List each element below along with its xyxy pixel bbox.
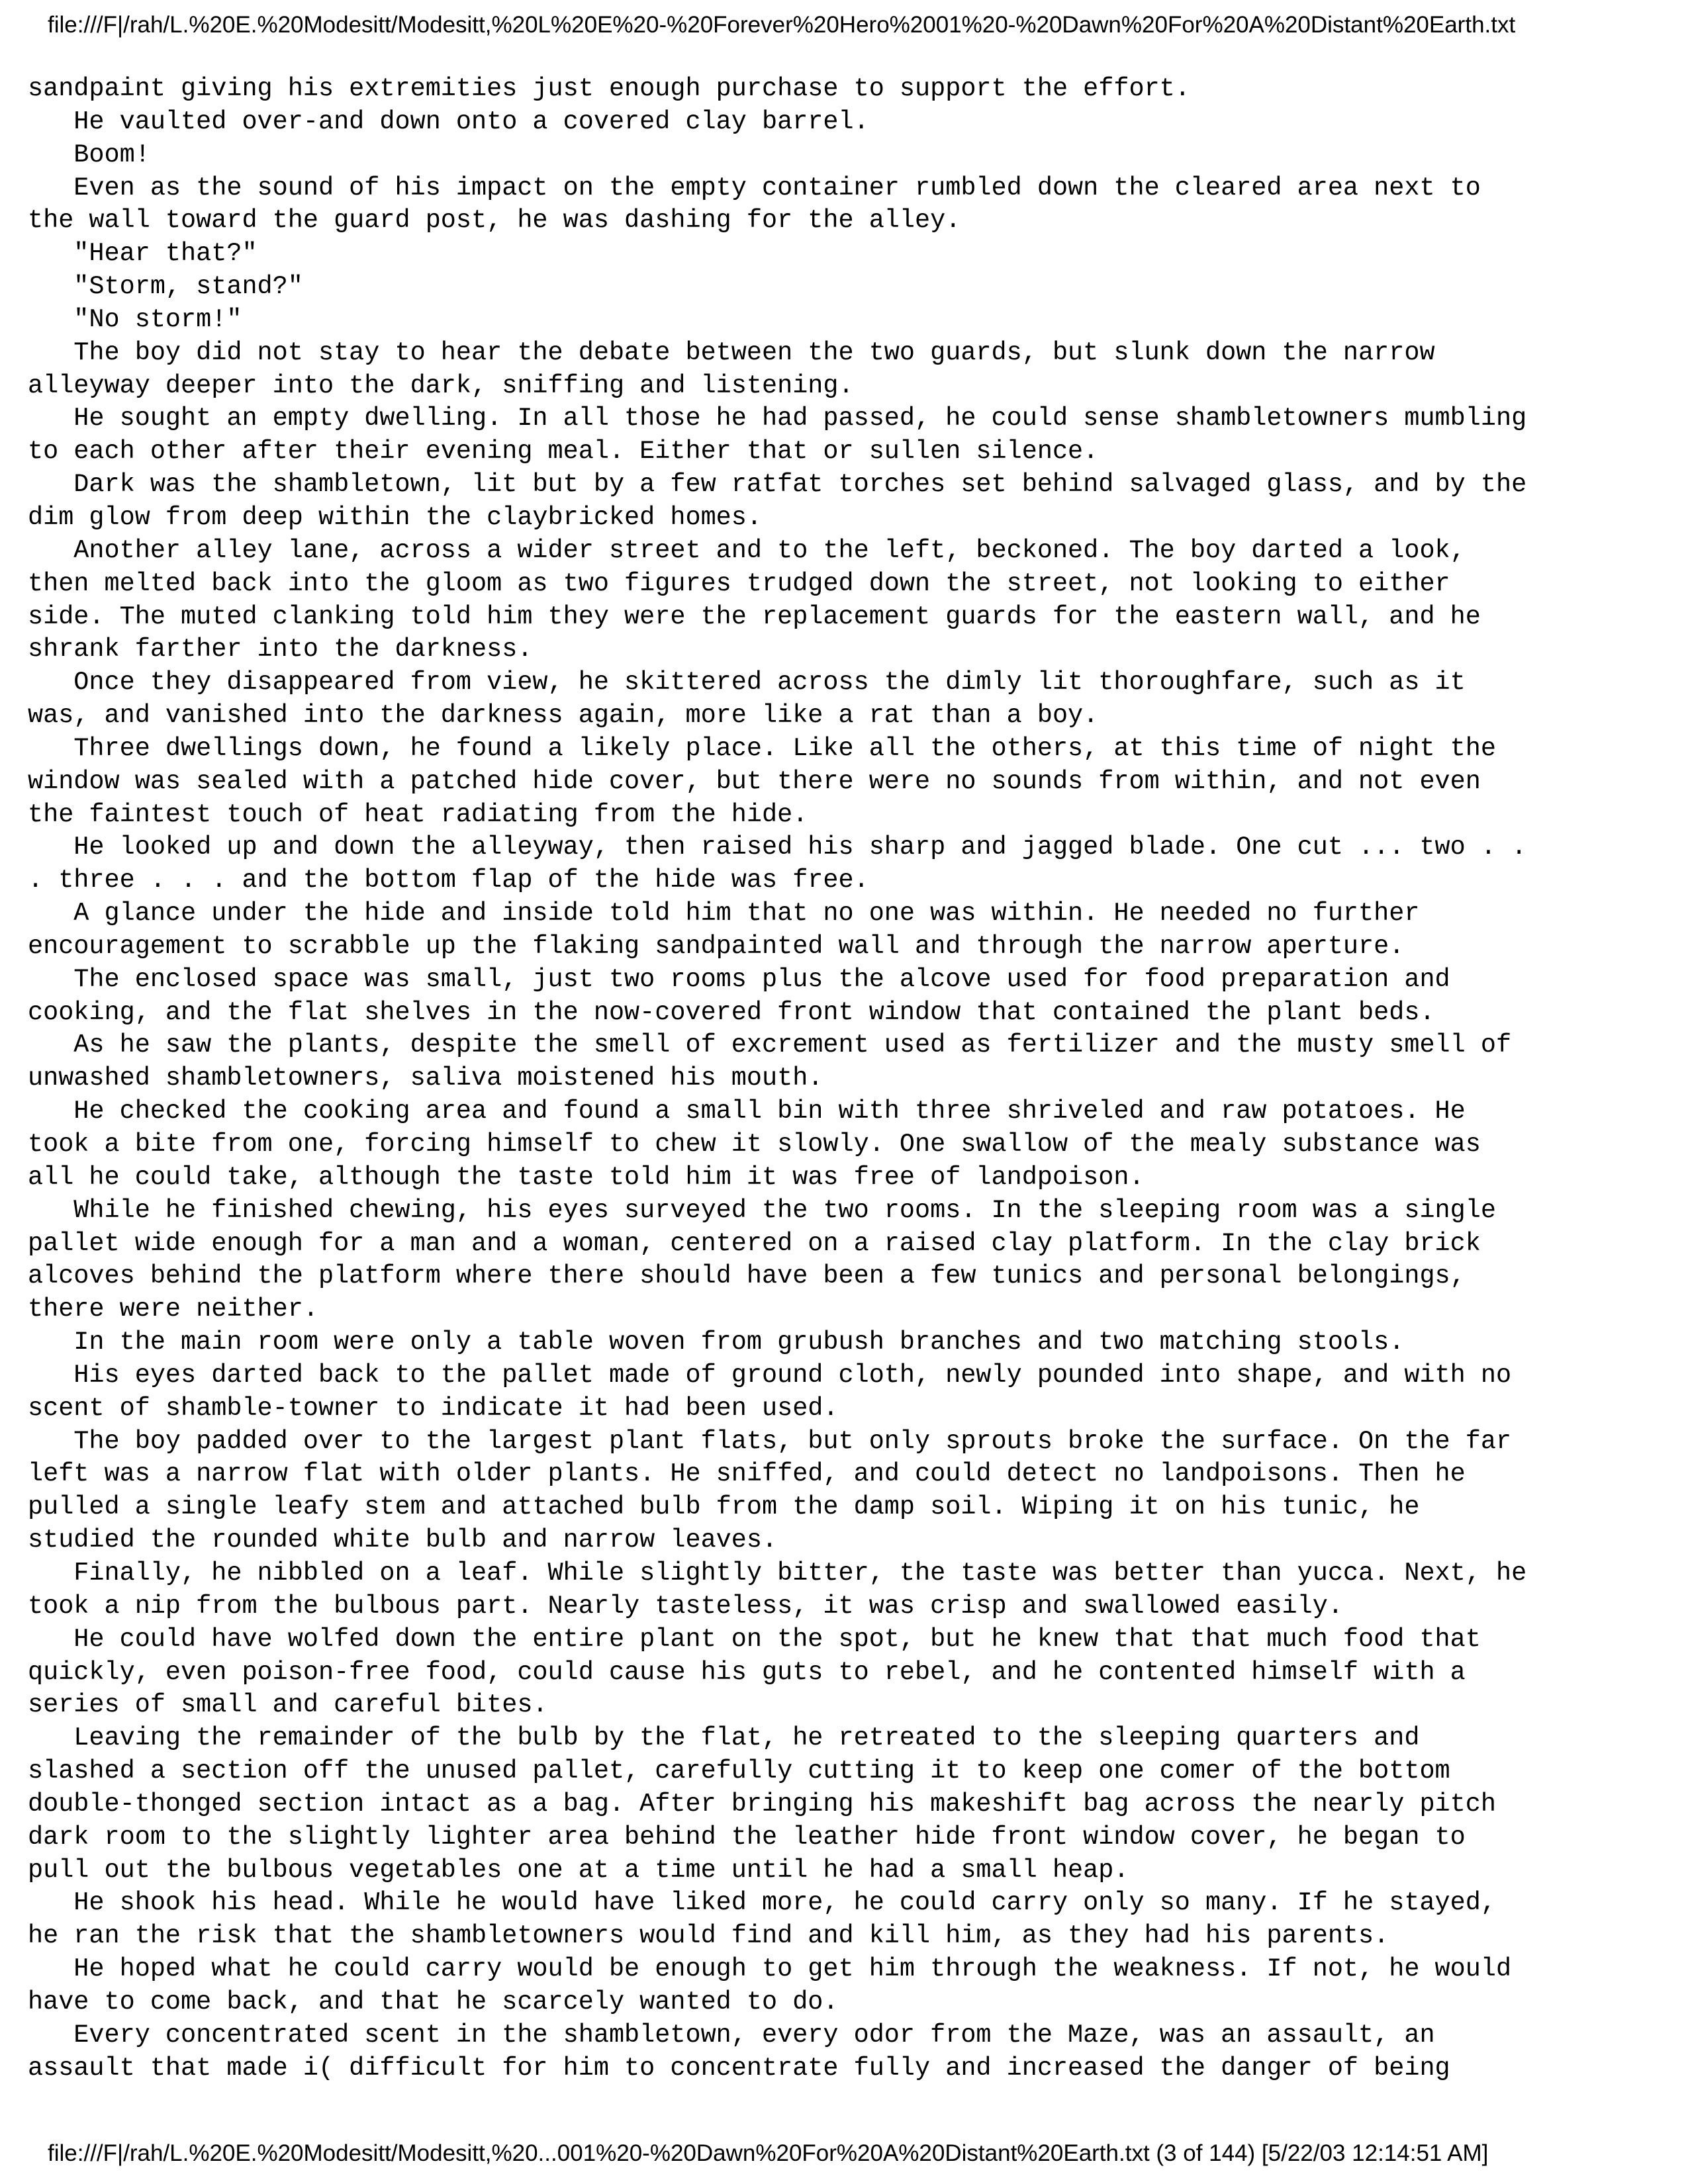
text-line: Even as the sound of his impact on the empty container rumbled down the cleared area next to [28, 173, 1481, 203]
text-line: alleyway deeper into the dark, sniffing and listening. [28, 371, 854, 400]
text-line: studied the rounded white bulb and narrow leaves. [28, 1525, 778, 1555]
text-line: window was sealed with a patched hide cover, but there were no sounds from within, and not even [28, 766, 1481, 796]
text-line: Three dwellings down, he found a likely place. Like all the others, at this time of night the [28, 733, 1496, 763]
text-line: have to come back, and that he scarcely wanted to do. [28, 1987, 839, 2017]
text-line: The enclosed space was small, just two rooms plus the alcove used for food preparation and [28, 964, 1450, 994]
footer-file-path-page-info: file:///F|/rah/L.%20E.%20Modesitt/Modesitt,%20...001%20-%20Dawn%20For%20A%20Distant%20Earth.txt (3 of 144) [5/22/03 12:14:51 AM] [48, 2140, 1489, 2166]
text-line: the faintest touch of heat radiating from the hide. [28, 799, 808, 829]
text-line: dim glow from deep within the claybricked homes. [28, 502, 762, 532]
text-line: pallet wide enough for a man and a woman, centered on a raised clay platform. In the clay brick [28, 1228, 1481, 1258]
text-line: assault that made i( difficult for him to concentrate fully and increased the danger of being [28, 2053, 1450, 2083]
text-line: scent of shamble-towner to indicate it had been used. [28, 1393, 839, 1423]
text-line: Dark was the shambletown, lit but by a few ratfat torches set behind salvaged glass, and by the [28, 470, 1527, 500]
text-line: all he could take, although the taste told him it was free of landpoison. [28, 1162, 1145, 1192]
text-line: The boy did not stay to hear the debate between the two guards, but slunk down the narrow [28, 338, 1435, 367]
text-line: Another alley lane, across a wider street and to the left, beckoned. The boy darted a look, [28, 535, 1466, 565]
text-line: took a bite from one, forcing himself to chew it slowly. One swallow of the mealy substance was [28, 1130, 1481, 1159]
text-line: encouragement to scrabble up the flaking sandpainted wall and through the narrow aperture. [28, 931, 1405, 961]
text-line: pull out the bulbous vegetables one at a time until he had a small heap. [28, 1855, 1129, 1885]
text-line: As he saw the plants, despite the smell of excrement used as fertilizer and the musty smell of [28, 1030, 1512, 1060]
text-line: In the main room were only a table woven from grubush branches and two matching stools. [28, 1328, 1405, 1357]
text-line: the wall toward the guard post, he was dashing for the alley. [28, 206, 961, 236]
text-line: Finally, he nibbled on a leaf. While slightly bitter, the taste was better than yucca. Next, he [28, 1558, 1527, 1588]
text-line: there were neither. [28, 1295, 318, 1324]
text-line: then melted back into the gloom as two figures trudged down the street, not looking to either [28, 569, 1450, 598]
text-line: series of small and careful bites. [28, 1690, 548, 1720]
text-line: Boom! [28, 140, 150, 169]
text-line: "Hear that?" [28, 239, 258, 269]
text-line: sandpaint giving his extremities just enough purchase to support the effort. [28, 74, 1190, 103]
text-line: The boy padded over to the largest plant flats, but only sprouts broke the surface. On the far [28, 1426, 1512, 1456]
text-line: took a nip from the bulbous part. Nearly tasteless, it was crisp and swallowed easily. [28, 1591, 1343, 1621]
text-line: Leaving the remainder of the bulb by the flat, he retreated to the sleeping quarters and [28, 1723, 1420, 1753]
text-line: to each other after their evening meal. Either that or sullen silence. [28, 437, 1099, 467]
text-line: While he finished chewing, his eyes surveyed the two rooms. In the sleeping room was a single [28, 1195, 1496, 1225]
text-line: He vaulted over-and down onto a covered clay barrel. [28, 107, 869, 136]
text-line: he ran the risk that the shambletowners would find and kill him, as they had his parents. [28, 1921, 1389, 1951]
text-line: He could have wolfed down the entire plant on the spot, but he knew that that much food that [28, 1624, 1481, 1654]
text-line: He looked up and down the alleyway, then raised his sharp and jagged blade. One cut ... two . . [28, 833, 1527, 862]
text-line: left was a narrow flat with older plants. He sniffed, and could detect no landpoisons. Then he [28, 1459, 1466, 1489]
text-line: "No storm!" [28, 304, 242, 334]
text-line: He shook his head. While he would have liked more, he could carry only so many. If he stayed, [28, 1888, 1496, 1918]
text-line: slashed a section off the unused pallet, carefully cutting it to keep one comer of the bottom [28, 1756, 1450, 1786]
header-file-path: file:///F|/rah/L.%20E.%20Modesitt/Modesitt,%20L%20E%20-%20Forever%20Hero%2001%20-%20Dawn%20For%20A%20Distant%20Earth.txt [48, 12, 1516, 38]
text-line: Every concentrated scent in the shambletown, every odor from the Maze, was an assault, an [28, 2020, 1435, 2050]
text-line: He checked the cooking area and found a small bin with three shriveled and raw potatoes. He [28, 1097, 1466, 1126]
text-line: cooking, and the flat shelves in the now-covered front window that contained the plant beds. [28, 997, 1435, 1027]
text-line: quickly, even poison-free food, could cause his guts to rebel, and he contented himself with a [28, 1657, 1466, 1687]
text-line: He hoped what he could carry would be enough to get him through the weakness. If not, he would [28, 1954, 1512, 1984]
text-line: He sought an empty dwelling. In all those he had passed, he could sense shambletowners mumbling [28, 404, 1527, 433]
text-line: was, and vanished into the darkness again, more like a rat than a boy. [28, 701, 1099, 731]
text-line: His eyes darted back to the pallet made of ground cloth, newly pounded into shape, and with no [28, 1360, 1512, 1390]
text-line: side. The muted clanking told him they were the replacement guards for the eastern wall, and he [28, 602, 1481, 631]
text-line: A glance under the hide and inside told him that no one was within. He needed no further [28, 899, 1420, 929]
text-line: unwashed shambletowners, saliva moistened his mouth. [28, 1064, 823, 1093]
text-line: . three . . . and the bottom flap of the hide was free. [28, 866, 869, 895]
text-line: "Storm, stand?" [28, 272, 303, 302]
text-line: Once they disappeared from view, he skittered across the dimly lit thoroughfare, such as it [28, 668, 1466, 698]
text-line: pulled a single leafy stem and attached bulb from the damp soil. Wiping it on his tunic, he [28, 1492, 1420, 1522]
document-body-text [28, 73, 1669, 2085]
text-line: double-thonged section intact as a bag. After bringing his makeshift bag across the nearly pitch [28, 1789, 1496, 1819]
text-line: dark room to the slightly lighter area behind the leather hide front window cover, he began to [28, 1822, 1466, 1852]
text-line: alcoves behind the platform where there should have been a few tunics and personal belongings, [28, 1261, 1466, 1291]
text-line: shrank farther into the darkness. [28, 635, 533, 664]
